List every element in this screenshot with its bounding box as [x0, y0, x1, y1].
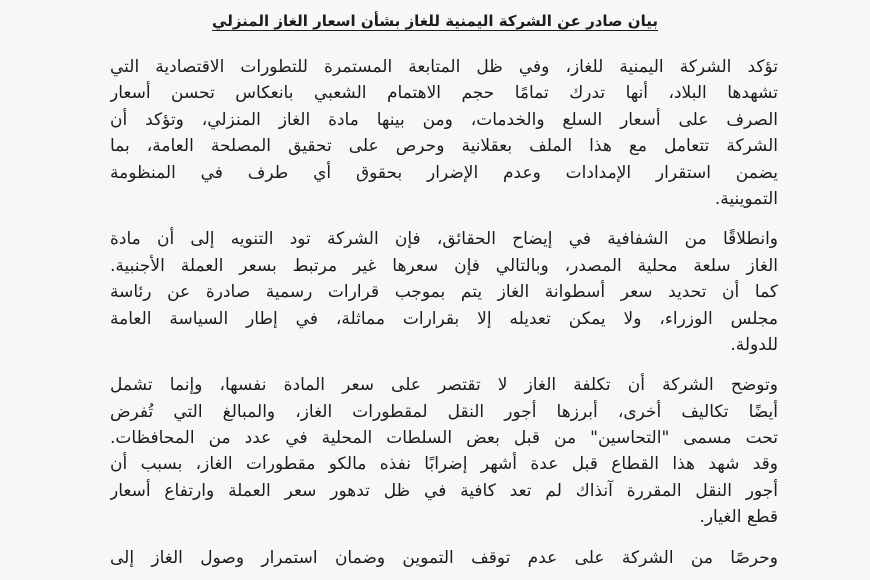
document-title: بيان صادر عن الشركة اليمنية للغاز بشأن اسعار الغاز المنزلي	[212, 12, 658, 30]
text-line: الغاز سلعة محلية المصدر، وبالتالي فإن سعرها غير مرتبط بسعر العملة الأجنبية.	[110, 255, 778, 276]
text-line: أجور النقل المقررة آنذاك لم تعد كافية في ظل تدهور سعر العملة وارتفاع أسعار	[110, 480, 778, 501]
text-line: الشركة تتعامل مع هذا الملف بعقلانية وحرص على تحقيق المصلحة العامة، بما	[110, 136, 778, 157]
text-line: للدولة.	[730, 334, 778, 355]
paragraph-4	[110, 545, 778, 571]
text-line: وانطلاقًا من الشفافية في إيضاح الحقائق، فإن الشركة تود التنويه إلى أن مادة	[110, 229, 778, 250]
text-line: وقد شهد هذا القطاع قبل عدة أشهر إضرابًا نفذه مالكو مقطورات الغاز، بسبب أن	[110, 454, 778, 475]
text-line: التموينية.	[714, 188, 778, 209]
paragraph-3	[110, 372, 778, 530]
paragraph-1	[110, 54, 778, 212]
text-line: أيضًا تكاليف أخرى، أبرزها أجور النقل لمقطورات الغاز، والمبالغ التي تُفرض	[110, 401, 778, 422]
text-line: وحرصًا من الشركة على عدم توقف التموين وضمان استمرار وصول الغاز إلى	[110, 547, 778, 568]
text-line: وتوضح الشركة أن تكلفة الغاز لا تقتصر على سعر المادة نفسها، وإنما تشمل	[110, 375, 778, 396]
statement-body	[110, 54, 778, 580]
text-line: قطع الغيار.	[699, 507, 778, 528]
text-line: تؤكد الشركة اليمنية للغاز، وفي ظل المتابعة المستمرة للتطورات الاقتصادية التي	[110, 57, 778, 77]
paragraph-2	[110, 226, 778, 358]
text-line: تشهدها البلاد، أنها تدرك تمامًا حجم الاهتمام الشعبي بانعكاس تحسن أسعار	[110, 83, 778, 104]
text-line: الصرف على أسعار السلع والخدمات، ومن بينها مادة الغاز المنزلي، وتؤكد أن	[110, 109, 778, 130]
text-line: تحت مسمى "التحاسين" من قبل بعض السلطات المحلية في عدد من المحافظات.	[110, 428, 778, 449]
text-line: كما أن تحديد سعر أسطوانة الغاز يتم بموجب قرارات رسمية صادرة عن رئاسة	[110, 282, 778, 303]
text-line: مجلس الوزراء، ولا يمكن تعديله إلا بقرارات مماثلة، في إطار السياسة العامة	[110, 308, 778, 329]
text-line: يضمن استقرار الإمدادات وعدم الإضرار بحقوق أي طرف في المنظومة	[110, 162, 778, 183]
